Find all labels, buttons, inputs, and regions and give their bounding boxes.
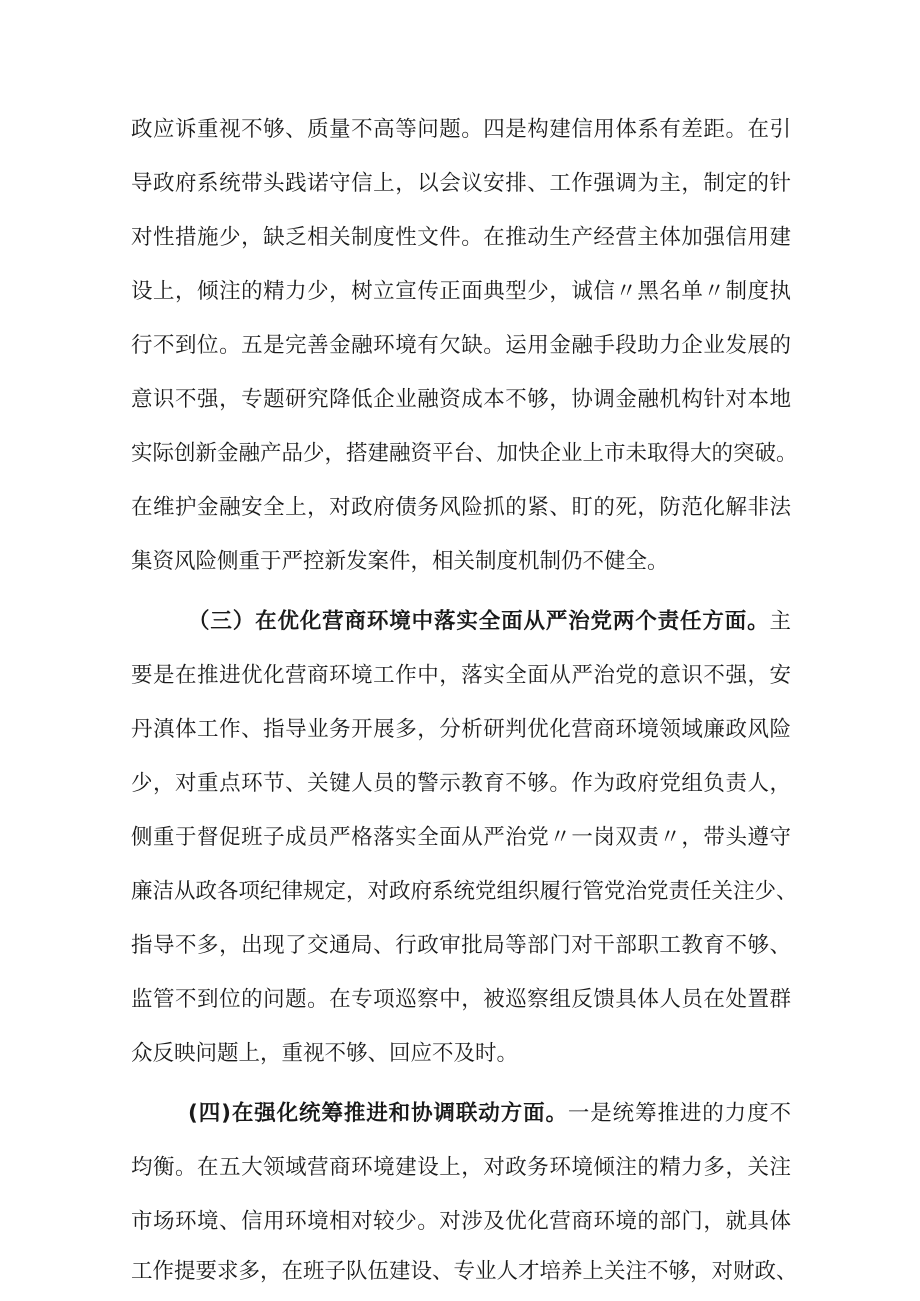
section-heading: (四)在强化统筹推进和协调联动方面。 [188,1101,568,1126]
section-heading-continuation: 一是统筹推进的力度不 [567,1101,791,1126]
paragraph-line: 行不到位。五是完善金融环境有欠缺。运用金融手段助力企业发展的 [131,333,791,358]
paragraph-line: 工作提要求多，在班子队伍建设、专业人才培养上关注不够，对财政、 [131,1259,798,1284]
paragraph-line: 对性措施少，缺乏相关制度性文件。在推动生产经营主体加强信用建 [131,225,791,250]
paragraph-line: 均衡。在五大领域营商环境建设上，对政务环境倾注的精力多，关注 [131,1155,791,1180]
paragraph-line: 指导不多，出现了交通局、行政审批局等部门对干部职工教育不够、 [131,933,791,958]
section-heading-continuation: 主 [769,609,791,634]
section-heading-line [188,600,791,644]
paragraph-line: 侧重于督促班子成员严格落实全面从严治党〃一岗双责〃，带头遵守 [131,825,791,850]
paragraph-line: 设上，倾注的精力少，树立宣传正面典型少，诚信〃黑名单〃制度执 [131,279,791,304]
paragraph-line: 丹滇体工作、指导业务开展多，分析研判优化营商环境领域廉政风险 [131,717,791,742]
paragraph-line: 监管不到位的问题。在专项巡察中，被巡察组反馈具体人员在处置群 [131,987,791,1012]
paragraph-line: 意识不强，专题研究降低企业融资成本不够，协调金融机构针对本地 [131,387,791,412]
paragraph-line: 导政府系统带头践诺守信上，以会议安排、工作强调为主，制定的针 [131,171,791,196]
paragraph-line: 要是在推进优化营商环境工作中，落实全面从严治党的意识不强，安 [131,663,791,688]
paragraph-line: 众反映问题上，重视不够、回应不及时。 [131,1041,519,1066]
paragraph-line: 少，对重点环节、关键人员的警示教育不够。作为政府党组负责人， [131,771,791,796]
section-heading: （三）在优化营商环境中落实全面从严治党两个责任方面。 [188,609,770,634]
paragraph-line: 集资风险侧重于严控新发案件，相关制度机制仍不健全。 [131,549,669,574]
paragraph-line: 廉洁从政各项纪律规定，对政府系统党组织履行管党治党责任关注少、 [131,879,798,904]
paragraph-line: 实际创新金融产品少，搭建融资平台、加快企业上市未取得大的突破。 [131,441,798,466]
paragraph-line: 政应诉重视不够、质量不高等问题。四是构建信用体系有差距。在引 [131,117,791,142]
paragraph-line: 在维护金融安全上，对政府债务风险抓的紧、盯的死，防范化解非法 [131,495,791,520]
section-heading-line [188,1092,791,1136]
paragraph-line: 市场环境、信用环境相对较少。对涉及优化营商环境的部门，就具体 [131,1209,791,1234]
